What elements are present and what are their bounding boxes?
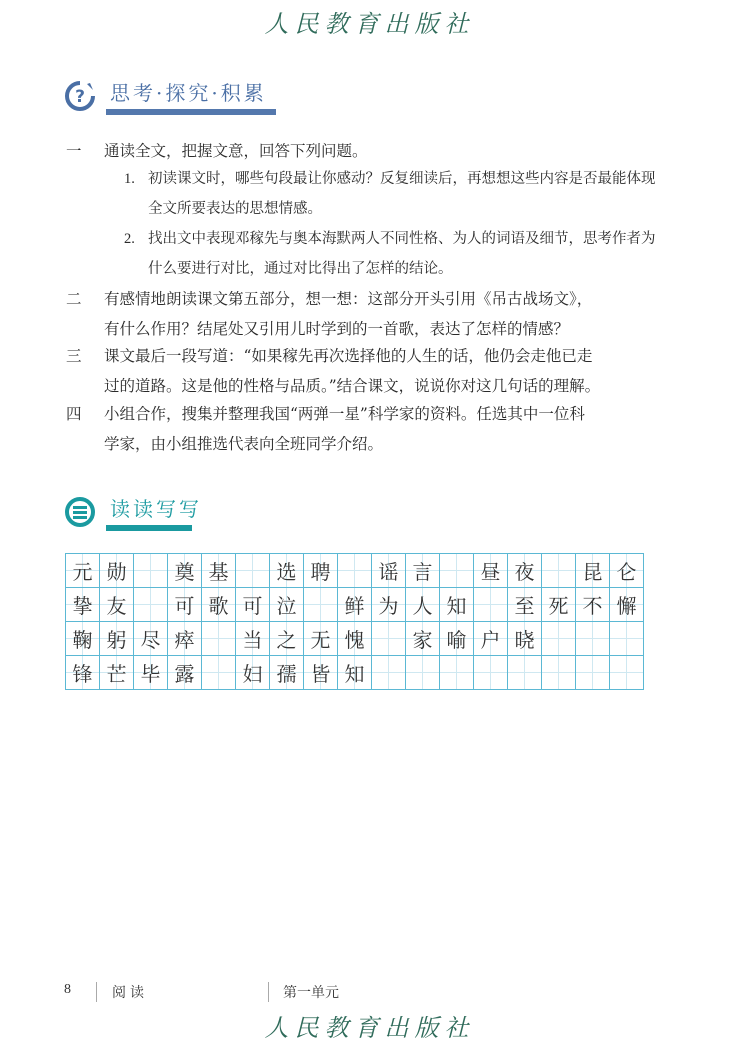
grid-cell (236, 622, 270, 656)
grid-cell (168, 554, 202, 588)
grid-character: 芒 (106, 662, 127, 686)
grid-cell (440, 656, 474, 690)
sub-question-number: 2. (124, 231, 135, 247)
grid-cell (338, 588, 372, 622)
grid-cell (304, 588, 338, 622)
grid-cell (270, 588, 304, 622)
grid-cell (100, 656, 134, 690)
grid-cell (610, 622, 644, 656)
grid-cell (270, 656, 304, 690)
grid-character: 仑 (616, 560, 637, 584)
grid-character: 懈 (616, 594, 637, 618)
grid-cell (576, 554, 610, 588)
grid-character: 勋 (106, 560, 127, 584)
grid-cell (406, 622, 440, 656)
grid-character: 泣 (276, 594, 297, 618)
grid-character: 喻 (446, 628, 467, 652)
question-number: 四 (66, 405, 82, 423)
footer-section-label: 阅读 (112, 986, 148, 1001)
grid-character: 夜 (514, 560, 535, 584)
grid-cell (100, 622, 134, 656)
question-1 (66, 136, 666, 166)
grid-character: 露 (174, 662, 195, 686)
grid-character: 尽 (140, 628, 161, 652)
grid-character: 户 (480, 628, 501, 652)
svg-text:?: ? (75, 87, 85, 107)
grid-cell (168, 588, 202, 622)
sub-question-text-cont: 什么要进行对比，通过对比得出了怎样的结论。 (148, 261, 453, 277)
sub-question-1-1 (124, 164, 669, 224)
grid-cell (440, 622, 474, 656)
grid-cell (236, 554, 270, 588)
grid-character: 昆 (582, 560, 603, 584)
grid-character: 毕 (140, 662, 161, 686)
question-2 (66, 284, 666, 344)
grid-cell (168, 622, 202, 656)
grid-cell (542, 554, 576, 588)
grid-cell (440, 588, 474, 622)
grid-cell (202, 554, 236, 588)
grid-character: 孺 (276, 662, 297, 686)
grid-character: 知 (344, 662, 365, 686)
grid-cell (338, 622, 372, 656)
grid-cell (338, 554, 372, 588)
grid-cell (508, 656, 542, 690)
grid-cell (372, 554, 406, 588)
grid-cell (576, 656, 610, 690)
grid-character: 晓 (514, 628, 535, 652)
question-text: 小组合作，搜集并整理我国“两弹一星”科学家的资料。任选其中一位科 (104, 405, 585, 423)
grid-character: 愧 (344, 628, 365, 652)
question-number: 二 (66, 290, 82, 308)
page-number: 8 (64, 982, 71, 997)
grid-cell (202, 622, 236, 656)
grid-cell (66, 588, 100, 622)
grid-cell (542, 622, 576, 656)
question-text-cont: 有什么作用？结尾处又引用儿时学到的一首歌，表达了怎样的情感？ (104, 320, 570, 338)
grid-cell (134, 588, 168, 622)
footer-divider (96, 982, 97, 1002)
grid-cell (372, 622, 406, 656)
section-title: 读读写写 (110, 497, 202, 521)
grid-cell (202, 656, 236, 690)
grid-character: 家 (412, 628, 433, 652)
sub-question-text: 找出文中表现邓稼先与奥本海默两人不同性格、为人的词语及细节，思考作者为 (148, 231, 656, 247)
grid-character: 可 (174, 594, 195, 618)
grid-character: 歌 (208, 594, 229, 618)
section-underline (106, 109, 276, 115)
section-title: 思考·探究·积累 (110, 81, 267, 105)
grid-cell (304, 622, 338, 656)
grid-character: 聘 (310, 560, 331, 584)
question-circle-icon (64, 80, 96, 112)
grid-character: 可 (242, 594, 263, 618)
question-text: 有感情地朗读课文第五部分，想一想：这部分开头引用《吊古战场文》， (104, 290, 593, 308)
grid-character: 当 (242, 628, 263, 652)
grid-character: 言 (412, 560, 433, 584)
grid-character: 不 (582, 594, 603, 618)
grid-cell (440, 554, 474, 588)
footer-divider (268, 982, 269, 1002)
question-text: 课文最后一段写道：“如果稼先再次选择他的人生的话，他仍会走他已走 (104, 347, 593, 365)
grid-cell (508, 554, 542, 588)
grid-cell (542, 656, 576, 690)
grid-cell (134, 554, 168, 588)
footer-unit-label: 第一单元 (283, 986, 339, 1001)
grid-cell (576, 622, 610, 656)
grid-cell (372, 656, 406, 690)
grid-character: 锋 (72, 662, 93, 686)
grid-cell (134, 622, 168, 656)
grid-character: 挚 (72, 594, 93, 618)
publisher-logo-bottom: 人民教育出版社 (264, 1014, 475, 1042)
section-header-read-write (64, 496, 202, 531)
sub-question-1-2 (124, 224, 669, 284)
grid-cell (338, 656, 372, 690)
grid-cell (304, 656, 338, 690)
grid-cell (202, 588, 236, 622)
grid-character: 为 (378, 594, 399, 618)
grid-cell (474, 656, 508, 690)
grid-character: 躬 (106, 628, 127, 652)
grid-character: 元 (72, 560, 93, 584)
grid-character: 死 (548, 594, 569, 618)
grid-cell (100, 554, 134, 588)
grid-cell (610, 656, 644, 690)
list-circle-icon (64, 496, 96, 528)
grid-character: 瘁 (174, 628, 195, 652)
grid-cell (406, 588, 440, 622)
sub-question-number: 1. (124, 171, 135, 187)
grid-cell (474, 588, 508, 622)
grid-character: 知 (446, 594, 467, 618)
question-text: 通读全文，把握文意，回答下列问题。 (104, 142, 368, 160)
vocabulary-grid (65, 553, 644, 690)
section-header-think-explore (64, 80, 276, 115)
grid-cell (100, 588, 134, 622)
grid-cell (66, 622, 100, 656)
grid-character: 昼 (480, 560, 501, 584)
grid-cell (610, 588, 644, 622)
question-3 (66, 341, 666, 401)
grid-cell (66, 554, 100, 588)
grid-cell (542, 588, 576, 622)
grid-cell (236, 588, 270, 622)
grid-character: 妇 (242, 662, 263, 686)
grid-cell (508, 588, 542, 622)
grid-character: 友 (106, 594, 127, 618)
grid-cell (372, 588, 406, 622)
grid-cell (474, 622, 508, 656)
grid-character: 至 (514, 594, 535, 618)
grid-character: 无 (310, 628, 331, 652)
grid-cell (474, 554, 508, 588)
sub-question-text-cont: 全文所要表达的思想情感。 (148, 201, 322, 217)
grid-character: 皆 (310, 662, 331, 686)
grid-cell (168, 656, 202, 690)
grid-cell (134, 656, 168, 690)
grid-cell (406, 656, 440, 690)
publisher-logo-top: 人民教育出版社 (264, 10, 475, 38)
grid-cell (304, 554, 338, 588)
grid-cell (610, 554, 644, 588)
question-4 (66, 399, 666, 459)
grid-character: 鞠 (72, 628, 93, 652)
question-number: 一 (66, 142, 82, 160)
grid-character: 人 (412, 594, 433, 618)
grid-cell (508, 622, 542, 656)
grid-cell (576, 588, 610, 622)
grid-character: 之 (276, 628, 297, 652)
grid-cell (236, 656, 270, 690)
grid-character: 奠 (174, 560, 195, 584)
grid-cell (270, 554, 304, 588)
grid-character: 鲜 (344, 594, 365, 618)
grid-cell (270, 622, 304, 656)
grid-character: 选 (276, 560, 297, 584)
sub-question-text: 初读课文时，哪些句段最让你感动？反复细读后，再想想这些内容是否最能体现 (148, 171, 656, 187)
grid-character: 基 (208, 560, 229, 584)
question-text-cont: 学家，由小组推选代表向全班同学介绍。 (104, 435, 384, 453)
grid-cell (66, 656, 100, 690)
section-underline (106, 525, 192, 531)
question-text-cont: 过的道路。这是他的性格与品质。”结合课文，说说你对这几句话的理解。 (104, 377, 601, 395)
question-number: 三 (66, 347, 82, 365)
grid-cell (406, 554, 440, 588)
grid-character: 谣 (378, 560, 399, 584)
